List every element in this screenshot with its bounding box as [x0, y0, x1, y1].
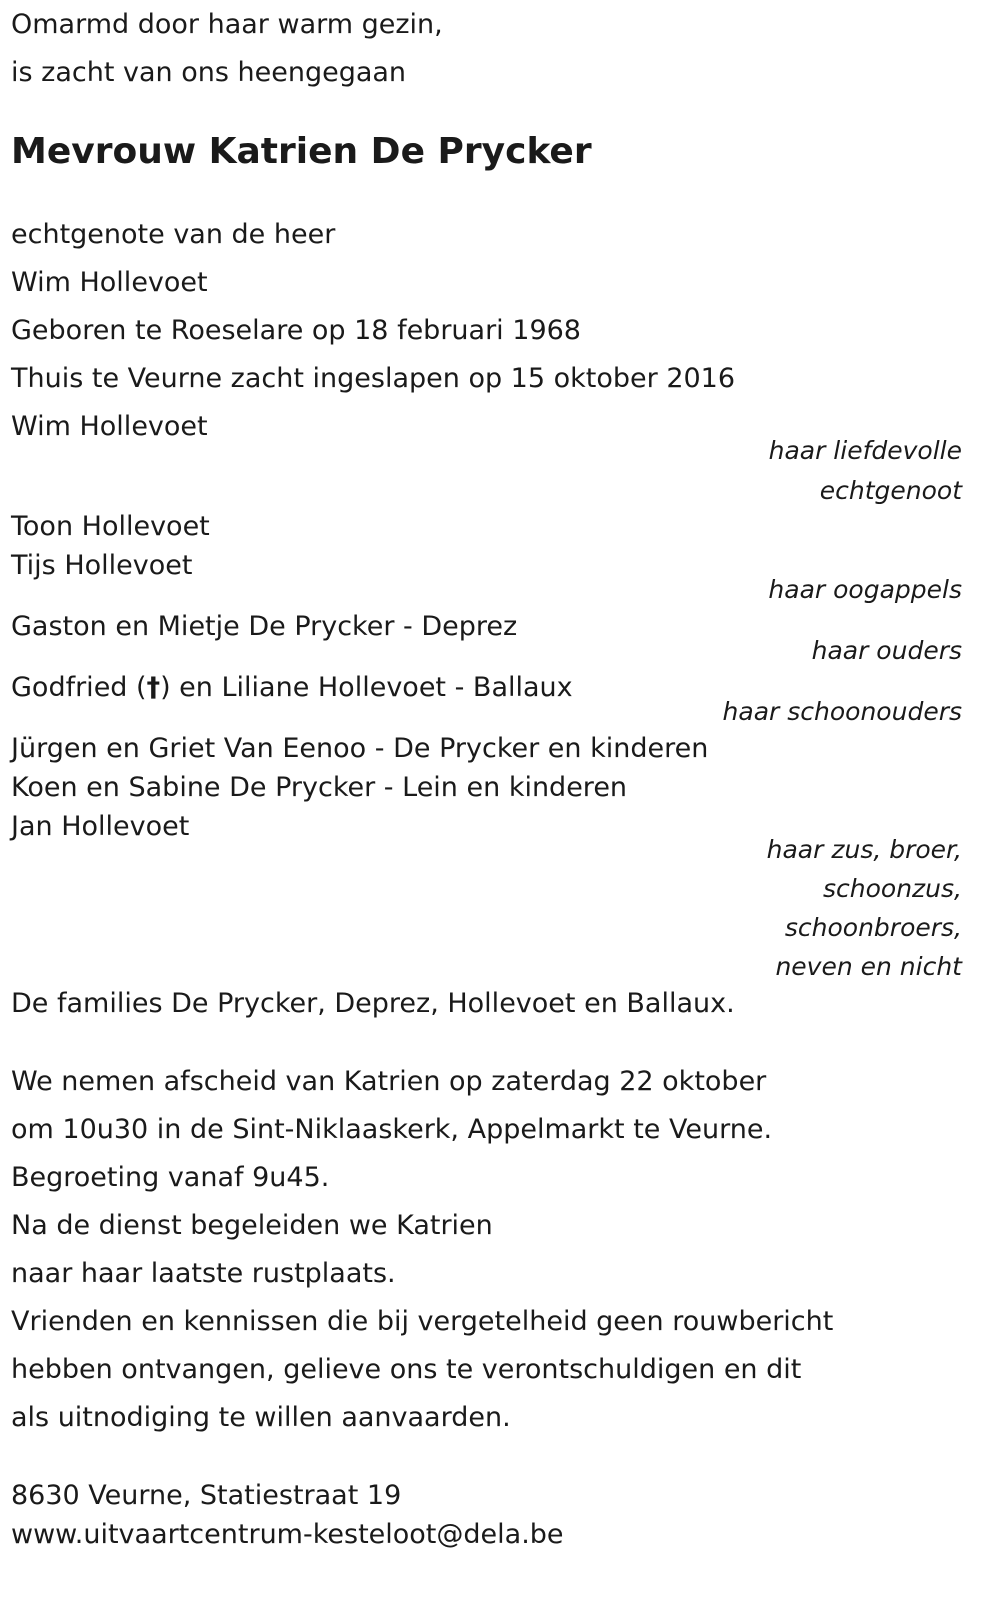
spouse-intro: echtgenote van de heer	[11, 219, 336, 250]
family-children-relation: haar oogappels	[768, 575, 962, 604]
family-child: Toon Hollevoet	[11, 511, 210, 542]
family-parents-relation: haar ouders	[811, 636, 962, 665]
deceased-name: Mevrouw Katrien De Prycker	[11, 131, 592, 172]
family-child: Tijs Hollevoet	[11, 550, 193, 581]
family-sibling: Koen en Sabine De Prycker - Lein en kinderen	[11, 772, 628, 803]
funeral-line: We nemen afscheid van Katrien op zaterdag 22 oktober	[11, 1066, 767, 1097]
relation-line: haar zus, broer,	[766, 835, 962, 864]
in-laws-name-part: Godfried (	[11, 672, 147, 703]
cross-icon: †	[146, 672, 161, 703]
family-spouse-name: Wim Hollevoet	[11, 411, 208, 442]
family-in-laws-name	[11, 671, 573, 705]
family-sibling: Jan Hollevoet	[11, 811, 190, 842]
families-line: De families De Prycker, Deprez, Hollevoet en Ballaux.	[11, 988, 735, 1019]
funeral-line: naar haar laatste rustplaats.	[11, 1258, 396, 1289]
intro-line-1: Omarmd door haar warm gezin,	[11, 9, 443, 40]
contact-address: 8630 Veurne, Statiestraat 19	[11, 1480, 402, 1511]
family-in-laws-relation: haar schoonouders	[722, 697, 962, 726]
spouse-name: Wim Hollevoet	[11, 267, 208, 298]
relation-line: haar liefdevolle	[768, 436, 962, 465]
family-siblings-relation	[767, 830, 962, 986]
intro-line-2: is zacht van ons heengegaan	[11, 57, 407, 88]
funeral-line: hebben ontvangen, gelieve ons te verontschuldigen en dit	[11, 1354, 802, 1385]
family-spouse-relation	[769, 431, 962, 511]
family-sibling: Jürgen en Griet Van Eenoo - De Prycker en kinderen	[11, 733, 709, 764]
relation-line: schoonbroers,	[784, 913, 962, 942]
funeral-line: Vrienden en kennissen die bij vergetelheid geen rouwbericht	[11, 1306, 834, 1337]
death-line: Thuis te Veurne zacht ingeslapen op 15 oktober 2016	[11, 363, 736, 394]
funeral-line: als uitnodiging te willen aanvaarden.	[11, 1402, 511, 1433]
relation-line: neven en nicht	[775, 952, 962, 981]
funeral-line: Na de dienst begeleiden we Katrien	[11, 1210, 493, 1241]
relation-line: schoonzus,	[823, 874, 962, 903]
funeral-line: Begroeting vanaf 9u45.	[11, 1162, 330, 1193]
in-laws-name-part: ) en Liliane Hollevoet - Ballaux	[160, 672, 573, 703]
contact-website[interactable]: www.uitvaartcentrum-kesteloot@dela.be	[11, 1519, 564, 1550]
family-parents-name: Gaston en Mietje De Prycker - Deprez	[11, 611, 518, 642]
relation-line: echtgenoot	[819, 476, 962, 505]
birth-line: Geboren te Roeselare op 18 februari 1968	[11, 315, 581, 346]
funeral-line: om 10u30 in de Sint-Niklaaskerk, Appelmarkt te Veurne.	[11, 1114, 773, 1145]
